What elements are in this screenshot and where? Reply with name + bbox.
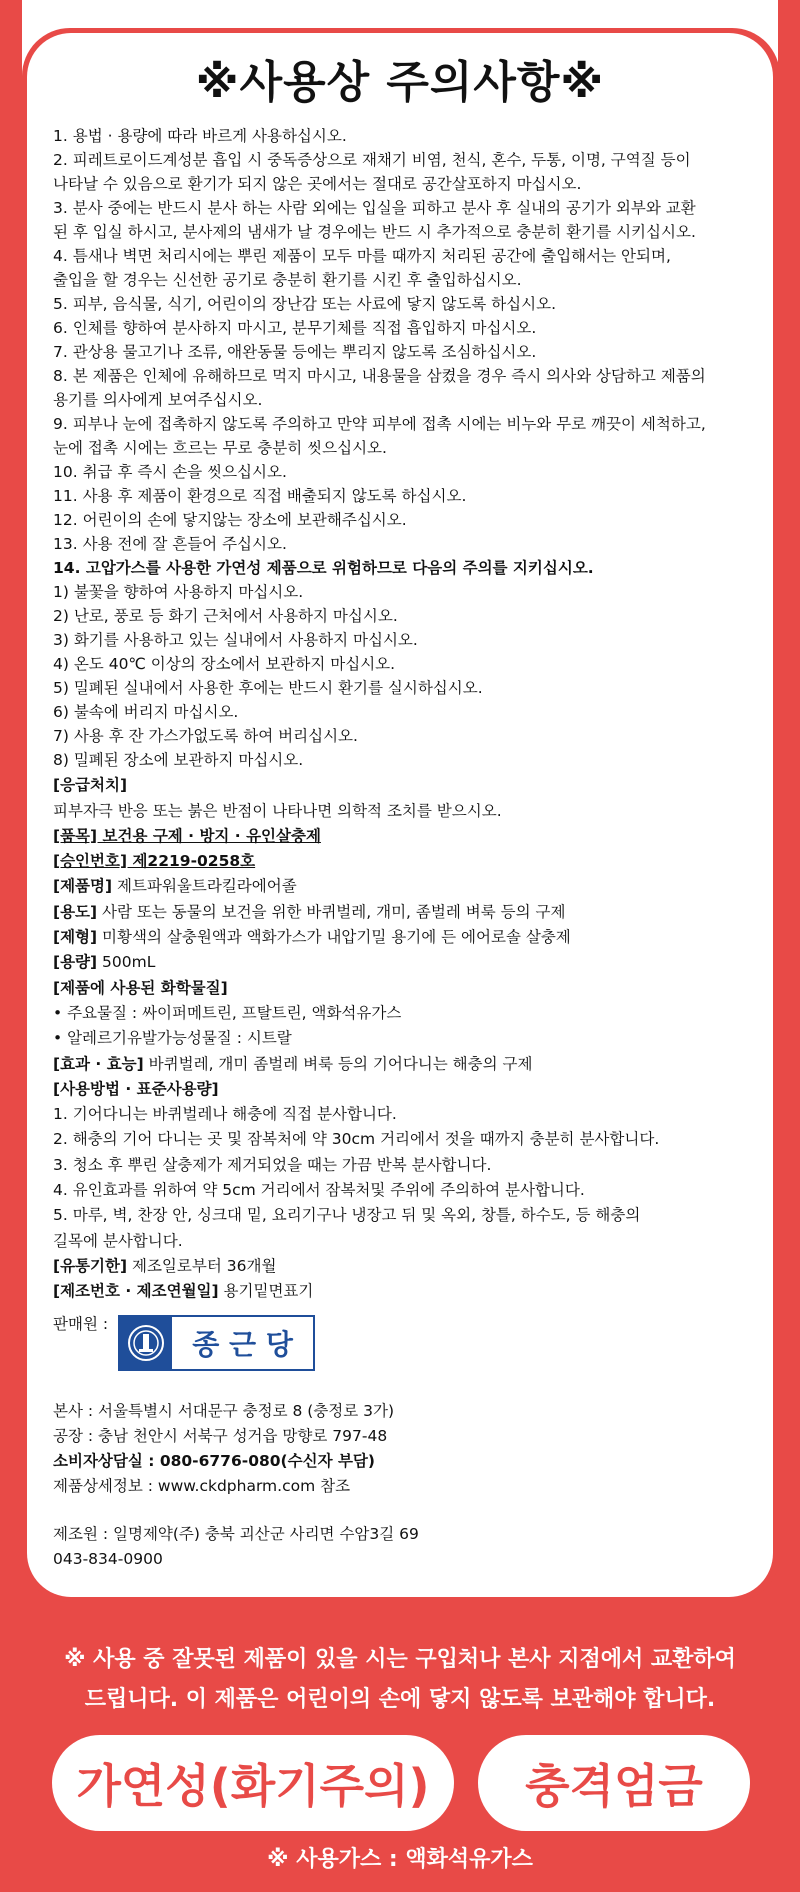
seller-row [53, 1311, 758, 1375]
manufacturer-phone: 043-834-0900 [53, 1550, 163, 1569]
approval-number: [승인번호] 제2219-0258호 [53, 852, 256, 871]
caution-item: 8. 본 제품은 인체에 유해하므로 먹지 마시고, 내용물을 삼켰을 경우 즉시 의사와 상담하고 제품의 [53, 367, 706, 385]
emergency-label: [응급처치] [53, 776, 128, 795]
caution-subitem: 4) 온도 40℃ 이상의 장소에서 보관하지 마십시오. [53, 655, 396, 673]
caution-subitem: 3) 화기를 사용하고 있는 실내에서 사용하지 마십시오. [53, 631, 418, 649]
ckd-logo [118, 1315, 315, 1371]
lot-number [53, 1279, 758, 1303]
notice-line: ※ 사용 중 잘못된 제품이 있을 시는 구입처나 본사 지점에서 교환하여 [64, 1647, 736, 1672]
spec-label: [용도] [53, 902, 98, 921]
usage-item: 1. 기어다니는 바퀴벌레나 해충에 직접 분사합니다. [53, 1105, 397, 1124]
spec-purpose [53, 900, 758, 924]
caution-item: 9. 피부나 눈에 접촉하지 않도록 주의하고 만약 피부에 접촉 시에는 비누와 무로 깨끗이 세척하고, [53, 415, 706, 433]
expiry-value: 제조일로부터 36개월 [127, 1256, 277, 1275]
logo-wordmark: 종 근 당 [192, 1328, 293, 1362]
right-background-strip [778, 0, 800, 1892]
caution-item: 7. 관상용 물고기나 조류, 애완동물 등에는 뿌리지 않도록 조심하십시오. [53, 343, 537, 361]
caution-item: 4. 틈새나 벽면 처리시에는 뿌린 제품이 모두 마를 때까지 처리된 공간에 출입해서는 안되며, [53, 247, 671, 265]
caution-item: 11. 사용 후 제품이 환경으로 직접 배출되지 않도록 하십시오. [53, 487, 467, 505]
caution-subitem: 5) 밀폐된 실내에서 사용한 후에는 반드시 환기를 실시하십시오. [53, 679, 483, 697]
usage-label: [사용방법 · 표준사용량] [53, 1079, 219, 1098]
factory-address: 공장 : 충남 천안시 서북구 성거읍 망향로 797-48 [53, 1426, 388, 1445]
caution-item: 10. 취급 후 즉시 손을 씻으십시오. [53, 463, 287, 481]
caution-item: 3. 분사 중에는 반드시 분사 하는 사람 외에는 입실을 피하고 분사 후 실내의 공기가 외부와 교환 [53, 199, 696, 217]
emblem-icon [120, 1317, 172, 1369]
caution-subitem: 1) 불꽃을 향하여 사용하지 마십시오. [53, 583, 304, 601]
caution-item: 용기를 의사에게 보여주십시오. [53, 391, 263, 409]
caution-item: 2. 피레트로이드계성분 흡입 시 중독증상으로 재채기 비염, 천식, 혼수, 두통, 이명, 구역질 등이 [53, 151, 691, 169]
usage-item: 5. 마루, 벽, 찬장 안, 싱크대 밑, 요리기구나 냉장고 뒤 및 옥외, 창틀, 하수도, 등 해충의 [53, 1206, 641, 1225]
spec-formulation [53, 925, 758, 949]
label-body [53, 124, 758, 1571]
product-info-link: 제품상세정보 : www.ckdpharm.com 참조 [53, 1477, 351, 1496]
caution-subitem: 8) 밀폐된 장소에 보관하지 마십시오. [53, 751, 304, 769]
chemicals-label: [제품에 사용된 화학물질] [53, 978, 228, 997]
caution-item: 1. 용법 · 용량에 따라 바르게 사용하십시오. [53, 127, 347, 145]
chemical-item: • 알레르기유발가능성물질 : 시트랄 [53, 1029, 292, 1048]
lot-value: 용기밑면표기 [218, 1282, 314, 1301]
effect-value: 바퀴벌레, 개미 좀벌레 벼룩 등의 기어다니는 해충의 구제 [143, 1054, 533, 1073]
gas-used: ※ 사용가스 : 액화석유가스 [267, 1847, 533, 1872]
page-title: ※사용상 주의사항※ [195, 57, 605, 108]
expiry [53, 1254, 758, 1278]
spec-value: 사람 또는 동물의 보건을 위한 바퀴벌레, 개미, 좀벌레 벼룩 등의 구제 [97, 902, 566, 921]
emergency-text: 피부자극 반응 또는 붉은 반점이 나타나면 의학적 조치를 받으시오. [53, 801, 502, 820]
caution-subitem: 7) 사용 후 잔 가스가없도록 하여 버리십시오. [53, 727, 358, 745]
spec-value: 미황색의 살충원액과 액화가스가 내압기밀 용기에 든 에어로솔 살충제 [97, 928, 571, 947]
spec-volume [53, 950, 758, 974]
usage-item: 2. 해충의 기어 다니는 곳 및 잠복처에 약 30cm 거리에서 젓을 때까지 충분히 분사합니다. [53, 1130, 660, 1149]
caution-item: 13. 사용 전에 잘 흔들어 주십시오. [53, 535, 287, 553]
caution-subitem: 6) 불속에 버리지 마십시오. [53, 703, 239, 721]
caution-item: 나타날 수 있음으로 환기가 되지 않은 곳에서는 절대로 공간살포하지 마십시오. [53, 175, 582, 193]
caution-item: 12. 어린이의 손에 닿지않는 장소에 보관해주십시오. [53, 511, 407, 529]
effect [53, 1052, 758, 1076]
effect-label: [효과 · 효능] [53, 1054, 144, 1073]
hq-address: 본사 : 서울특별시 서대문구 충정로 8 (충정로 3가) [53, 1401, 395, 1420]
item-category: [품목] 보건용 구제 · 방지 · 유인살충제 [53, 826, 321, 845]
spec-product-name [53, 874, 758, 898]
exchange-notice [30, 1640, 770, 1720]
spec-label: [용량] [53, 953, 98, 972]
spec-label: [제품명] [53, 877, 113, 896]
caution-item: 5. 피부, 음식물, 식기, 어린이의 장난감 또는 사료에 닿지 않도록 하십시오. [53, 295, 557, 313]
caution-item: 6. 인체를 향하여 분사하지 마시고, 분무기체를 직접 흡입하지 마십시오. [53, 319, 537, 337]
usage-item: 4. 유인효과를 위하여 약 5cm 거리에서 잠복처및 주위에 주의하여 분사합니다. [53, 1181, 585, 1200]
caution-subitem: 2) 난로, 풍로 등 화기 근처에서 사용하지 마십시오. [53, 607, 398, 625]
spec-value: 제트파워울트라킬라에어졸 [112, 877, 297, 896]
no-impact-badge: 충격엄금 [478, 1735, 750, 1831]
usage-item: 3. 청소 후 뿌린 살충제가 제거되었을 때는 가끔 반복 분사합니다. [53, 1155, 492, 1174]
caution-item-flammable-heading: 14. 고압가스를 사용한 가연성 제품으로 위험하므로 다음의 주의를 지키십시오. [53, 559, 594, 577]
usage-item: 길목에 분사합니다. [53, 1231, 183, 1250]
flammable-badge: 가연성(화기주의) [52, 1735, 454, 1831]
seller-label: 판매원 : [53, 1315, 109, 1334]
caution-item: 출입을 할 경우는 신선한 공기로 충분히 환기를 시킨 후 출입하십시오. [53, 271, 522, 289]
notice-line: 드립니다. 이 제품은 어린이의 손에 닿지 않도록 보관해야 합니다. [84, 1687, 716, 1712]
consumer-center: 소비자상담실 : 080-6776-080(수신자 부담) [53, 1452, 375, 1471]
lot-label: [제조번호 · 제조연월일] [53, 1282, 219, 1301]
manufacturer: 제조원 : 일명제약(주) 충북 괴산군 사리면 수암3길 69 [53, 1524, 419, 1543]
chemical-item: • 주요물질 : 싸이퍼메트린, 프탈트린, 액화석유가스 [53, 1003, 402, 1022]
left-background-strip [0, 0, 22, 1892]
spec-label: [제형] [53, 928, 98, 947]
caution-item: 된 후 입실 하시고, 분사제의 냄새가 날 경우에는 반드 시 추가적으로 충분히 환기를 시키십시오. [53, 223, 696, 241]
caution-item: 눈에 접촉 시에는 흐르는 무로 충분히 씻으십시오. [53, 439, 387, 457]
spec-value: 500mL [97, 953, 156, 972]
expiry-label: [유통기한] [53, 1256, 128, 1275]
